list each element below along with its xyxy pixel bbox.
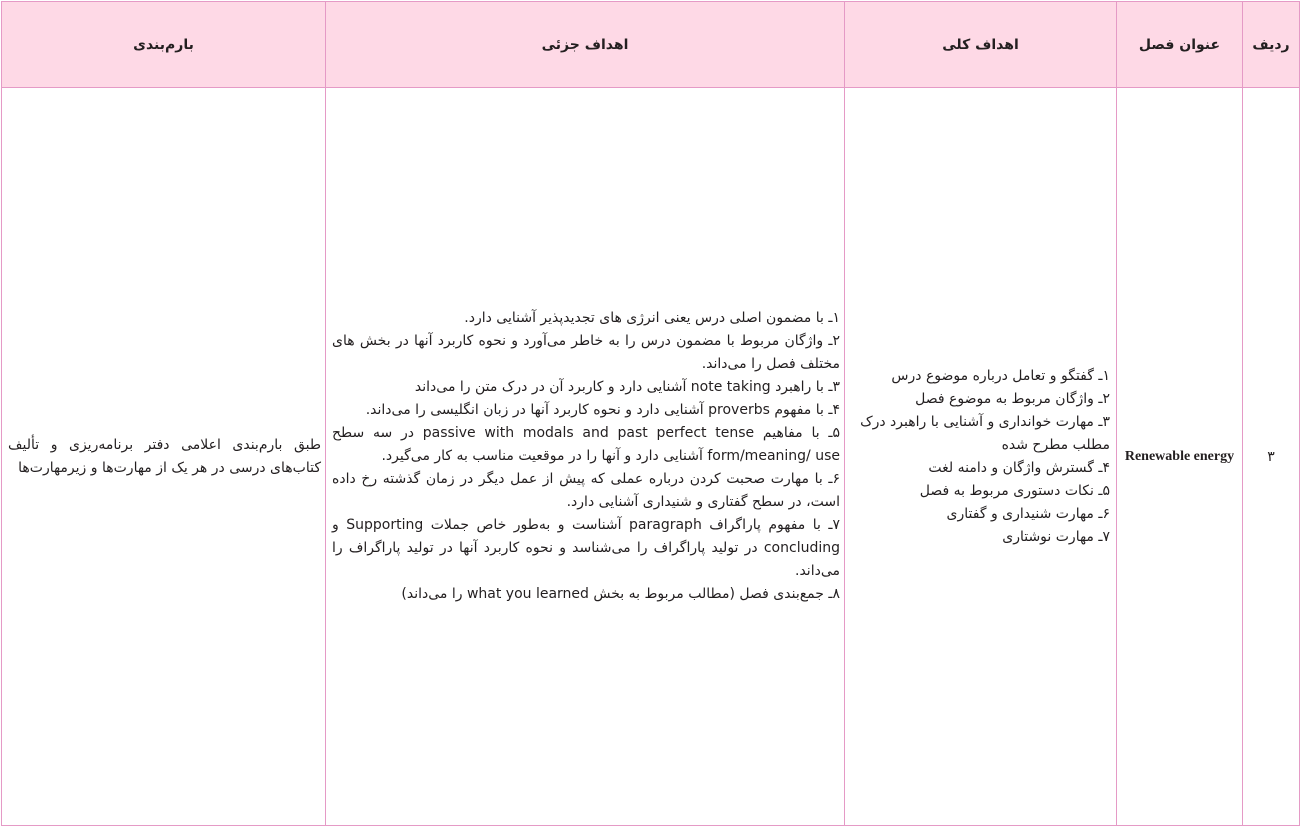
header-specific-goals: اهداف جزئی bbox=[326, 2, 845, 88]
general-goal-item: ۴ـ گسترش واژگان و دامنه لغت bbox=[928, 459, 1110, 476]
specific-goal-item: ۲ـ واژگان مربوط با مضمون درس را به خاطر می‌آورد و نحوه کاربرد آنها در بخش های مختلف فصل را می‌داند. bbox=[332, 333, 840, 372]
general-goals-cell bbox=[845, 88, 1117, 826]
specific-goal-item: ۱ـ با مضمون اصلی درس یعنی انرژی های تجدیدپذیر آشنایی دارد. bbox=[464, 310, 840, 326]
row-number-cell: ۳ bbox=[1243, 88, 1300, 826]
grading-text: طبق بارم‌بندی اعلامی دفتر برنامه‌ریزی و تألیف کتاب‌های درسی در هر یک از مهارت‌ها و زیرمهارت‌ها bbox=[8, 436, 321, 476]
header-general-goals: اهداف کلی bbox=[845, 2, 1117, 88]
specific-goal-item: ۶ـ با مهارت صحبت کردن درباره عملی که پیش از عمل دیگر در زمان گذشته رخ داده است، در سطح گفتاری و شنیداری آشنایی دارد. bbox=[332, 471, 840, 510]
general-goal-item: ۳ـ مهارت خوانداری و آشنایی با راهبرد درک مطلب مطرح شده bbox=[860, 413, 1110, 453]
specific-goal-item: ۸ـ جمع‌بندی فصل (مطالب مربوط به بخش what you learned را می‌داند) bbox=[401, 586, 840, 602]
specific-goal-item: ۵ـ با مفاهیم passive with modals and past perfect tense در سه سطح form/meaning/ use آشنایی دارد و آنها را در موقعیت مناسب به کار می‌گیرد. bbox=[332, 425, 840, 464]
general-goal-item: ۶ـ مهارت شنیداری و گفتاری bbox=[946, 505, 1110, 522]
specific-goal-item: ۳ـ با راهبرد note taking آشنایی دارد و کاربرد آن در درک متن را می‌داند bbox=[414, 379, 840, 395]
grading-cell bbox=[2, 88, 326, 826]
specific-goals-cell bbox=[326, 88, 845, 826]
lesson-plan-table bbox=[1, 1, 1300, 826]
specific-goals-list bbox=[326, 307, 844, 606]
specific-goal-item: ۴ـ با مفهوم proverbs آشنایی دارد و نحوه کاربرد آنها در زبان انگلیسی را می‌داند. bbox=[365, 402, 840, 418]
general-goal-item: ۷ـ مهارت نوشتاری bbox=[1002, 528, 1110, 545]
chapter-title-cell: Renewable energy bbox=[1117, 88, 1243, 826]
general-goal-item: ۵ـ نکات دستوری مربوط به فصل bbox=[919, 482, 1110, 499]
lesson-plan-sheet bbox=[0, 1, 1300, 828]
general-goals-list bbox=[845, 365, 1116, 549]
table-row bbox=[2, 88, 1300, 826]
header-row-number: ردیف bbox=[1243, 2, 1300, 88]
specific-goal-item: ۷ـ با مفهوم پاراگراف paragraph آشناست و به‌طور خاص جملات Supporting و concluding در تولید پاراگراف را می‌شناسد و نحوه کاربرد آنها در تولید پاراگراف را می‌داند. bbox=[332, 517, 841, 579]
table-header-row bbox=[2, 2, 1300, 88]
header-chapter-title: عنوان فصل bbox=[1117, 2, 1243, 88]
general-goal-item: ۲ـ واژگان مربوط به موضوع فصل bbox=[915, 390, 1110, 407]
header-grading: بارم‌بندی bbox=[2, 2, 326, 88]
general-goal-item: ۱ـ گفتگو و تعامل درباره موضوع درس bbox=[891, 367, 1110, 384]
